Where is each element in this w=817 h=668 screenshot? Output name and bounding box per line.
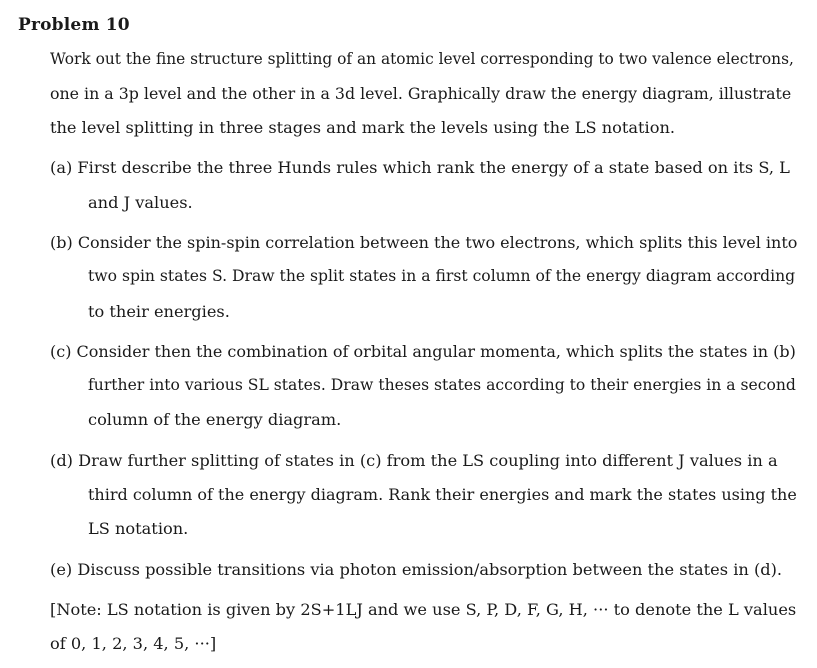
part-b-line-1: (b) Consider the spin-spin correlation between the two electrons, which splits this level into — [50, 233, 798, 252]
part-c-line-2: further into various SL states. Draw theses states according to their energies in a second — [88, 376, 796, 394]
part-b-line-3: to their energies. — [88, 302, 230, 321]
part-d-line-3: LS notation. — [88, 519, 189, 538]
part-d-line-1: (d) Draw further splitting of states in (c) from the LS coupling into different J values in a — [50, 451, 778, 470]
part-e-line-1: (e) Discuss possible transitions via photon emission/absorption between the states in (d). — [50, 560, 783, 579]
part-c-line-3: column of the energy diagram. — [88, 410, 342, 429]
part-a-line-1: (a) First describe the three Hunds rules which rank the energy of a state based on its S, L — [50, 158, 790, 177]
problem-title: Problem 10 — [18, 15, 130, 35]
intro-line-3: the level splitting in three stages and mark the levels using the LS notation. — [50, 118, 676, 137]
note-line-2: of 0, 1, 2, 3, 4, 5, ···] — [50, 634, 217, 653]
part-a-line-2: and J values. — [88, 193, 193, 212]
intro-line-1: Work out the fine structure splitting of an atomic level corresponding to two valence electrons, — [50, 50, 794, 68]
part-d-line-2: third column of the energy diagram. Rank their energies and mark the states using the — [88, 485, 797, 504]
note-line-1: [Note: LS notation is given by 2S+1LJ and we use S, P, D, F, G, H, ··· to denote the L values — [50, 600, 797, 619]
intro-line-2: one in a 3p level and the other in a 3d level. Graphically draw the energy diagram, illustrate — [50, 84, 792, 103]
part-b-line-2: two spin states S. Draw the split states in a first column of the energy diagram according — [88, 267, 796, 285]
part-c-line-1: (c) Consider then the combination of orbital angular momenta, which splits the states in (b) — [50, 342, 796, 361]
